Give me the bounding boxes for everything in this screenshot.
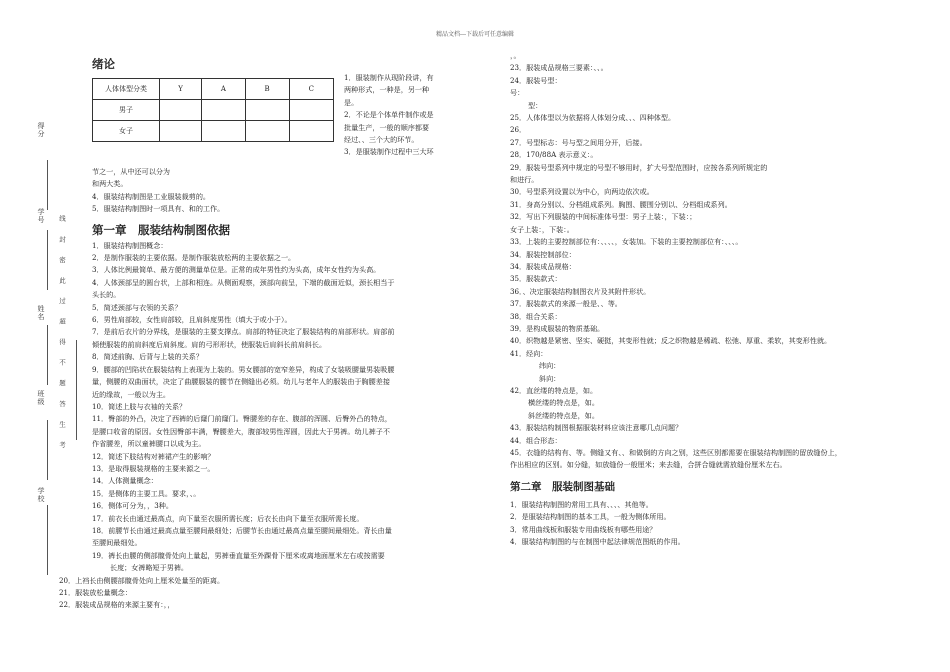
chapter2-title: 第二章 服装制图基础 xyxy=(510,480,615,493)
text-line: 34．服装控制部位： xyxy=(510,249,576,259)
class-line xyxy=(47,420,48,480)
text-line: 4．人体颈部呈的圆台状，上部和相连。从侧面观察，颈部向前呈，下端的截面近似，颈长相当于 xyxy=(92,277,395,287)
table-header: Y xyxy=(160,79,202,100)
text-line: 10．简述上肢与衣袖的关系？ xyxy=(92,401,187,411)
text-line: 2．是服装结构制图的基本工具，一般为侧体所用。 xyxy=(510,512,671,522)
score-line xyxy=(47,160,48,210)
name-line xyxy=(47,325,48,385)
text-line: 横丝缕的特点是，如。 xyxy=(528,398,599,408)
text-line: 4．服装结构制图是工业服装裁剪的。 xyxy=(92,191,211,201)
text-line: 女子上装：，下装：。 xyxy=(510,224,574,234)
text-line: 30．号型系列设置以为中心，向两边依次或。 xyxy=(510,187,654,197)
text-line: 16．侧体可分为，，3种。 xyxy=(92,501,173,511)
text-line: 29．服装号型系列中规定的号型不够用时，扩大号型范围时，应按各系列所规定的 xyxy=(510,162,768,172)
text-line: 5．简述颈部与衣领的关系？ xyxy=(92,302,182,312)
text-line: 是腰口收省的原因。女性因臀部丰满，臀腰差大，腹部较男性浑圆，因此大于男裤。幼儿裤子不 xyxy=(92,426,390,436)
table-cell xyxy=(245,100,289,121)
text-line: 纬向： xyxy=(539,361,561,371)
text-line: 作出相应的区别。如分缝，如放缝份一般厘米；来去缝，合拼合缝就需放缝份厘米左右。 xyxy=(510,460,787,470)
text-line: 9．腰部的凹陷状在服装结构上表现为上装的。男女腰部的宽窄差异，构成了女装吸腰量男装吸腰 xyxy=(92,364,395,374)
intro-title: 绪论 xyxy=(92,57,115,71)
table-row-label: 男子 xyxy=(93,100,160,121)
page-header: 精品文档---下载后可任意编辑 xyxy=(435,31,515,38)
text-line: 18．前腰节长由通过最高点量至腰间最细处；后腰节长由通过最高点量至腰间最细处。背长由量 xyxy=(92,525,392,535)
text-line: 20．上裆长由侧腰部髋骨处向上厘米处量至的距离。 xyxy=(59,575,225,585)
text-line: 27．号型标志：号与型之间用分开，后接。 xyxy=(510,137,647,147)
text-line: 45．衣缝的结构有、等。侧缝又有、、和做倒的方向之别，这些区别都需要在服装结构制图的留放缝份上， xyxy=(510,448,842,457)
text-line: 2．是制作服装的主要依据。是制作服装放松两的主要依据之一。 xyxy=(92,253,296,263)
margin-label-class: 班级 xyxy=(37,390,45,406)
table-cell xyxy=(202,121,246,142)
text-line: 15．是侧体的主要工具。要求，、。 xyxy=(92,488,201,498)
seal-notice: 线 封 密 此 过 超 得 不 题 答 生 考 xyxy=(58,215,66,454)
text-line: 5．服装结构制图时一项具有、和的工作。 xyxy=(92,204,225,214)
text-line: 作省腰差，所以童裤腰口以成为主。 xyxy=(92,439,206,449)
text-line: 42．直丝缕的特点是，如。 xyxy=(510,385,598,395)
chapter1-title: 第一章 服装结构制图依据 xyxy=(92,222,230,237)
text-line: 2．不论是个体单件制作或是 xyxy=(344,110,434,120)
text-line: 节之一，从中还可以分为 xyxy=(92,167,171,176)
margin-label-school: 学校 xyxy=(37,487,45,503)
text-line: 36．、决定服装结构制图衣片及其附件形状。 xyxy=(510,286,651,296)
text-line: 22．服装成品规格的来源主要有：，， xyxy=(59,600,175,610)
table-cell xyxy=(289,100,333,121)
text-line: 32．写出下列服装的中间标准体号型：男子上装：，下装：； xyxy=(510,212,697,222)
body-type-table xyxy=(92,78,334,142)
seal-line xyxy=(76,340,77,440)
text-line: 11．臀部的外凸，决定了西裤的后窿门前窿门。臀腰差的存在、腹部的浑圆、后臀外凸的特点， xyxy=(92,414,392,424)
margin-label-name: 姓名 xyxy=(37,305,45,321)
text-line: 13．是取得服装规格的主要来源之一。 xyxy=(92,463,215,473)
text-line: 12．简述下肢结构对裤裙产生的影响？ xyxy=(92,451,215,461)
text-line: ，。 xyxy=(510,51,521,60)
text-line: 6．男性肩部较，女性肩部较，且肩斜度男性（填大于或小于）。 xyxy=(92,315,292,325)
table-cell xyxy=(160,121,202,142)
text-line: 4．服装结构制图的与在制图中起法律规范图纸的作用。 xyxy=(510,537,685,547)
text-line: 和两大类。 xyxy=(92,179,128,189)
text-line: 26． xyxy=(510,125,527,135)
text-line: 批量生产，一般的顺序都要 xyxy=(344,122,430,132)
margin-label-score: 得分 xyxy=(37,122,45,138)
text-line: 型： xyxy=(528,100,543,110)
text-line: 3．常用曲线板和服装专用曲线板有哪些用途？ xyxy=(510,524,657,534)
text-line: 倾使服装的前肩斜度后肩斜度。肩的弓形形状，使服装后肩斜长前肩斜长。 xyxy=(92,339,327,349)
text-line: 24．服装号型： xyxy=(510,75,562,85)
intro-questions xyxy=(344,72,474,159)
table-header: A xyxy=(202,79,246,100)
text-line: 17．前衣长由通过最高点，向下量至衣服所需长度；后衣长由向下量至衣服所需长度。 xyxy=(92,513,364,523)
school-line xyxy=(47,505,48,575)
text-line: 34．服装成品规格： xyxy=(510,261,576,271)
text-line: 两种形式，一种是，另一种 xyxy=(344,85,430,95)
text-line: 斜向： xyxy=(539,373,561,383)
text-line: 43．服装结构制图根据服装材料应该注意哪几点问题？ xyxy=(510,423,683,433)
table-cell xyxy=(160,100,202,121)
text-line: 38．组合关系： xyxy=(510,311,562,321)
text-line: 25．人体体型以为依据将人体划分成、、、四种体型。 xyxy=(510,113,676,123)
text-line: 41．经向： xyxy=(510,348,548,358)
text-line: 经过、、三个大的环节。 xyxy=(344,135,419,145)
margin-label-id: 学号 xyxy=(37,208,45,224)
table-header: 人体体型分类 xyxy=(93,79,160,100)
text-line: 8．简述前胸、后背与上装的关系？ xyxy=(92,352,203,362)
text-line: 和进行。 xyxy=(510,175,539,185)
table-cell xyxy=(245,121,289,142)
text-line: 1．服装结构制图概念： xyxy=(92,240,168,250)
text-line: 21．服装放松量概念： xyxy=(59,588,132,597)
text-line: 长度；女裤略短于男裤。 xyxy=(110,563,189,573)
text-line: 是。 xyxy=(344,97,359,107)
text-line: 39．是构成服装的物质基础。 xyxy=(510,323,605,333)
table-header: C xyxy=(289,79,333,100)
text-line: 1．服装制作从现阶段讲，有 xyxy=(344,73,434,82)
text-line: 量，侧腰的双曲面状，决定了曲腰服装的腰节在侧缝出必须。幼儿与老年人的服装由于胸腰差接 xyxy=(92,377,390,387)
table-cell xyxy=(289,121,333,142)
text-line: 近的缘故，一般以为主。 xyxy=(92,389,171,399)
text-line: 1．服装结构制图的常用工具有、、、、其他等。 xyxy=(510,499,653,509)
text-line: 号： xyxy=(510,88,525,98)
text-line: 23．服装成品规格三要素：、、。 xyxy=(510,63,608,73)
text-line: 33．上装的主要控制部位有：、、、、，女装加。下装的主要控制部位有：、、、。 xyxy=(510,237,743,247)
text-line: 斜丝缕的特点是，如。 xyxy=(528,410,599,420)
text-line: 头长的。 xyxy=(92,290,121,300)
text-line: 7．是前后衣片的分界线，是服装的主要支撑点。肩部的特征决定了服装结构的肩部形状。肩部前 xyxy=(92,327,395,337)
text-line: 44．组合形态： xyxy=(510,435,562,445)
text-line: 3．是服装制作过程中三大环 xyxy=(344,147,434,157)
table-header: B xyxy=(245,79,289,100)
text-line: 至腰间最细处。 xyxy=(92,538,142,548)
text-line: 19．裤长由腰的侧部髋骨处向上量起，男裤垂直量至外踝骨下厘米或离地面厘米左右或按需要 xyxy=(92,550,385,560)
table-cell xyxy=(202,100,246,121)
text-line: 40．织物越是紧密、坚实、硬挺，其变形性就；反之织物越是稀疏、松弛、厚重、柔软，其变形性就。 xyxy=(510,336,832,346)
text-line: 14．人体测量概念： xyxy=(92,476,158,486)
id-line xyxy=(47,230,48,290)
text-line: 3．人体比例最简单、最方便的测量单位是。正常的成年男性约为头高，成年女性约为头高。 xyxy=(92,265,381,275)
text-line: 28．170/88A 表示意义：。 xyxy=(510,150,598,160)
text-line: 31．身高分别以、分档组成系列。胸围、腰围分别以、分档组成系列。 xyxy=(510,199,732,209)
right-column xyxy=(510,50,930,548)
text-line: 35．服装款式： xyxy=(510,274,562,284)
text-line: 37．服装款式的来源一般是、、等。 xyxy=(510,299,622,309)
table-row-label: 女子 xyxy=(93,121,160,142)
